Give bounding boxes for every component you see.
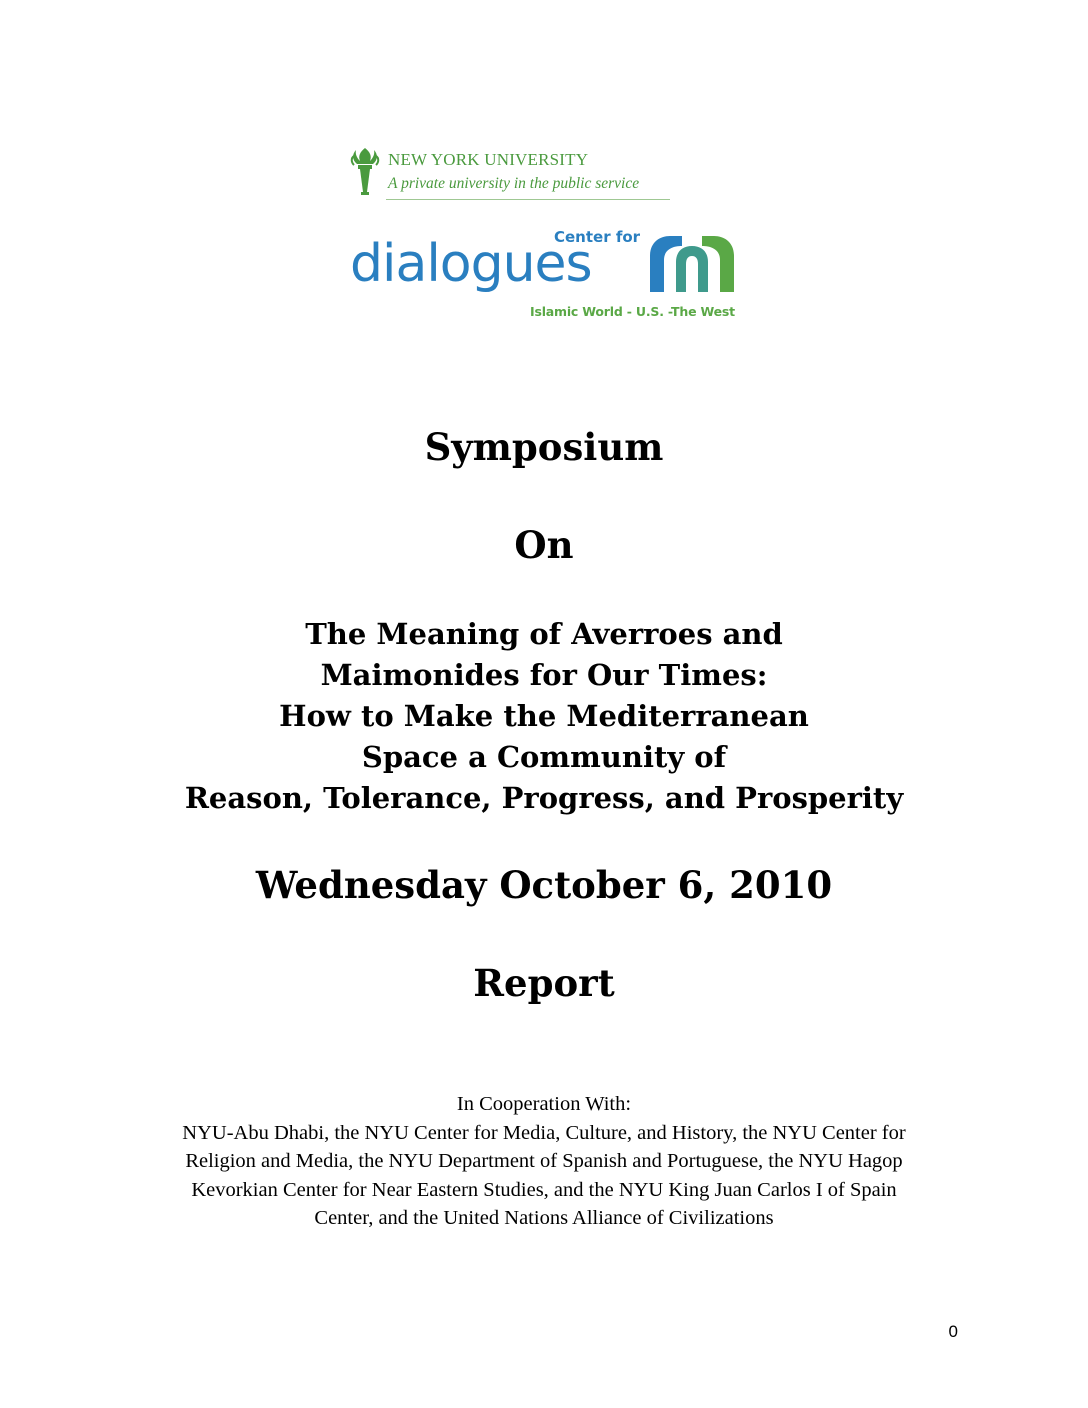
cooperation-line: Kevorkian Center for Near Eastern Studies, and the NYU King Juan Carlos I of Spain xyxy=(191,1178,897,1201)
event-date: Wednesday October 6, 2010 xyxy=(255,863,833,907)
cooperation-line: Religion and Media, the NYU Department of Spanish and Portuguese, the NYU Hagop xyxy=(185,1150,903,1172)
logo-subtitle: Islamic World - U.S. -The West xyxy=(530,304,735,319)
cooperation-section xyxy=(0,1090,1088,1233)
page-number: 0 xyxy=(948,1322,958,1341)
symposium-subject xyxy=(0,614,1088,819)
heading-on: On xyxy=(514,523,574,567)
heading-report: Report xyxy=(473,961,615,1005)
subject-line: How to Make the Mediterranean xyxy=(279,699,809,733)
nyu-logo xyxy=(348,142,672,202)
logo-divider xyxy=(386,199,670,200)
cooperation-partners xyxy=(0,1119,1088,1233)
cooperation-heading: In Cooperation With: xyxy=(456,1093,632,1115)
logo-center-for: Center for xyxy=(554,228,641,246)
subject-line: Space a Community of xyxy=(361,740,727,774)
cooperation-line: NYU-Abu Dhabi, the NYU Center for Media, Culture, and History, the NYU Center for xyxy=(182,1121,906,1144)
arches-icon xyxy=(646,232,738,292)
torch-icon xyxy=(348,144,382,196)
subject-line: Reason, Tolerance, Progress, and Prosperity xyxy=(184,781,904,815)
subject-line: Maimonides for Our Times: xyxy=(320,658,768,692)
heading-symposium: Symposium xyxy=(424,425,664,469)
center-for-dialogues-logo xyxy=(350,228,760,323)
nyu-name: NEW YORK UNIVERSITY xyxy=(388,150,589,169)
cooperation-line: Center, and the United Nations Alliance of Civilizations xyxy=(314,1207,774,1229)
logo-dialogues-word: dialogues xyxy=(350,234,592,294)
subject-line: The Meaning of Averroes and xyxy=(305,617,783,651)
nyu-tagline: A private university in the public service xyxy=(388,175,640,192)
